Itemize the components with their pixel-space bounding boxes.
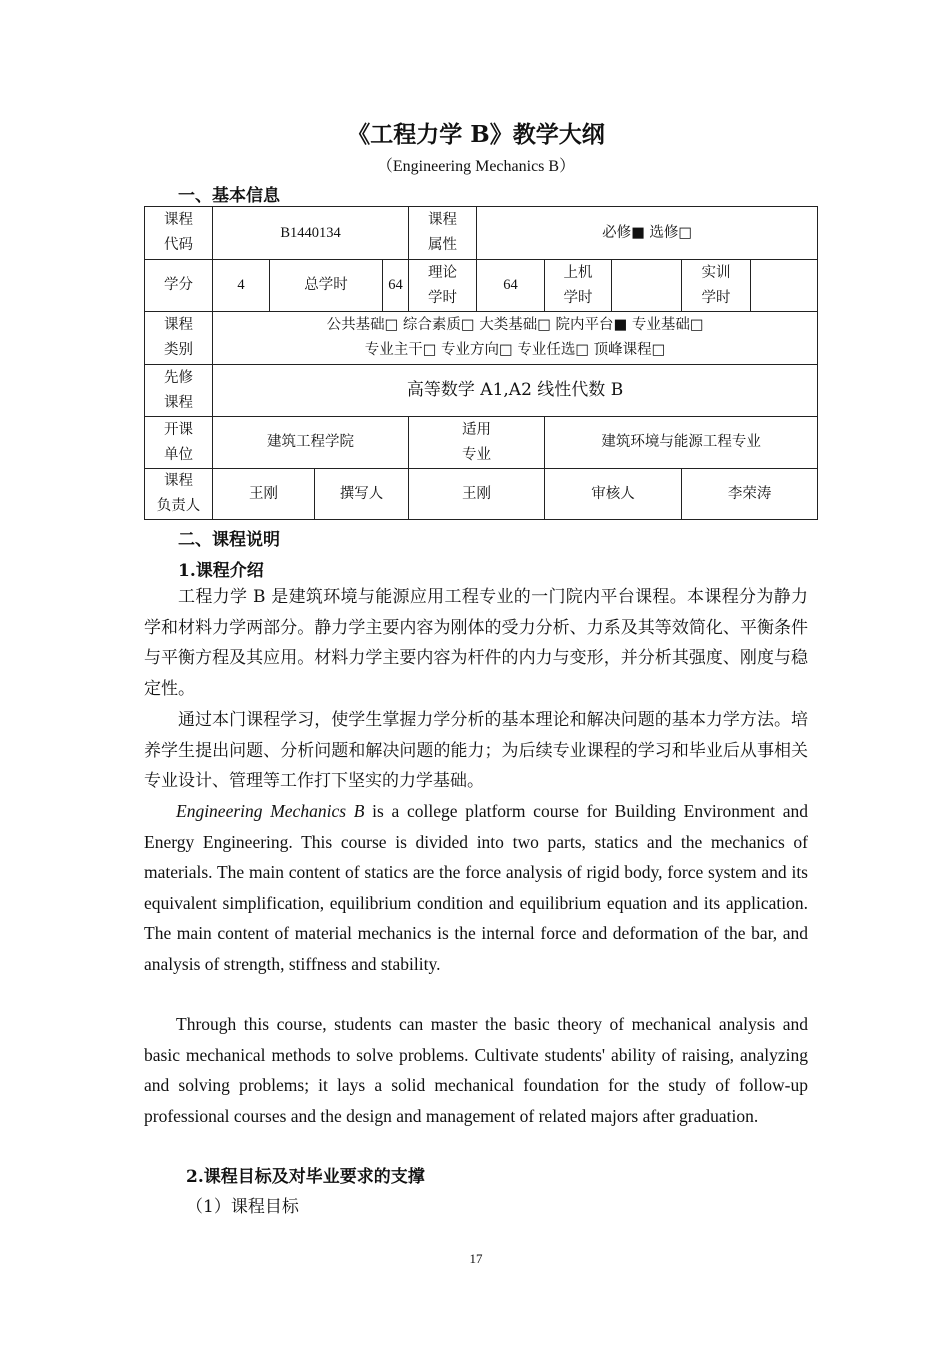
theory-hours-label: 理论 学时 <box>409 260 477 312</box>
subheading-objectives-item: （1）课程目标 <box>186 1197 299 1217</box>
table-row <box>145 207 818 260</box>
course-code-value: B1440134 <box>213 207 409 260</box>
course-attr-value: 必修■ 选修□ <box>477 207 818 260</box>
course-category-label: 课程 类别 <box>145 312 213 365</box>
theory-hours-value: 64 <box>477 260 545 312</box>
paragraph-intro-cn-1: 工程力学 B 是建筑环境与能源应用工程专业的一门院内平台课程。本课程分为静力学和材料力学两部分。静力学主要内容为刚体的受力分析、力系及其等效简化、平衡条件与平衡方程及其应用。材料力学主要内容为杆件的内力与变形，并分析其强度、刚度与稳定性。 <box>144 587 808 699</box>
paragraph-intro-cn-2: 通过本门课程学习，使学生掌握力学分析的基本理论和解决问题的基本力学方法。培养学生提出问题、分析问题和解决问题的能力；为后续专业课程的学习和毕业后从事相关专业设计、管理等工作打下坚实的力学基础。 <box>144 710 808 791</box>
table-row <box>145 312 818 365</box>
credit-value: 4 <box>213 260 270 312</box>
course-attr-label: 课程 属性 <box>409 207 477 260</box>
prerequisite-value: 高等数学 A1,A2 线性代数 B <box>213 365 818 417</box>
applicable-major-value: 建筑环境与能源工程专业 <box>545 417 818 469</box>
paragraph-intro-en-1 <box>144 796 808 979</box>
course-lead-label: 课程 负责人 <box>145 469 213 520</box>
course-category-line2: 专业主干□ 专业方向□ 专业任选□ 顶峰课程□ <box>364 342 666 358</box>
course-lead-value: 王刚 <box>213 469 315 520</box>
basic-info-table <box>144 206 818 520</box>
course-category-value <box>213 312 818 365</box>
table-row <box>145 469 818 520</box>
reviewer-value: 李荣涛 <box>682 469 818 520</box>
paragraph-intro-en-1-text: is a college platform course for Building Environment and Energy Engineering. This course is divided into two parts, statics and the mechanics of materials. The main content of statics are the force analysis of rigid body, force system and its equivalent simplification, equilibrium condition and equilibrium equation and its application. The main content of material mechanics is the internal force and deformation of the bar, and analysis of strength, stiffness and stability. <box>144 801 808 974</box>
section-heading-basic-info: 一、基本信息 <box>178 186 280 206</box>
page-number: 17 <box>469 1251 483 1266</box>
practice-hours-label: 实训 学时 <box>682 260 751 312</box>
course-category-line1: 公共基础□ 综合素质□ 大类基础□ 院内平台■ 专业基础□ <box>326 317 704 333</box>
computer-hours-label: 上机 学时 <box>545 260 612 312</box>
offering-unit-label: 开课 单位 <box>145 417 213 469</box>
course-code-label: 课程 代码 <box>145 207 213 260</box>
computer-hours-value <box>612 260 682 312</box>
total-hours-label: 总学时 <box>270 260 383 312</box>
reviewer-label: 审核人 <box>545 469 682 520</box>
applicable-major-label: 适用 专业 <box>409 417 545 469</box>
paragraph-intro-en-2: Through this course, students can master the basic theory of mechanical analysis and basic mechanical methods to solve problems. Cultivate students' ability of raising, analyzing and solving problems; it lays a solid mechanical foundation for the study of follow-up professional courses and the design and management of related majors after graduation. <box>144 1014 808 1126</box>
section-heading-course-description: 二、课程说明 <box>178 530 280 550</box>
prerequisite-label: 先修 课程 <box>145 365 213 417</box>
subheading-course-intro: 1.课程介绍 <box>178 561 264 581</box>
course-name-italic: Engineering Mechanics B <box>176 801 365 821</box>
subheading-course-objectives: 2.课程目标及对毕业要求的支撑 <box>186 1167 425 1187</box>
document-subtitle: （Engineering Mechanics B） <box>376 158 576 175</box>
total-hours-value: 64 <box>383 260 409 312</box>
writer-label: 撰写人 <box>315 469 409 520</box>
table-row <box>145 417 818 469</box>
table-row <box>145 260 818 312</box>
credit-label: 学分 <box>145 260 213 312</box>
writer-value: 王刚 <box>409 469 545 520</box>
offering-unit-value: 建筑工程学院 <box>213 417 409 469</box>
practice-hours-value <box>751 260 818 312</box>
table-row <box>145 365 818 417</box>
document-title: 《工程力学 B》教学大纲 <box>347 121 605 148</box>
